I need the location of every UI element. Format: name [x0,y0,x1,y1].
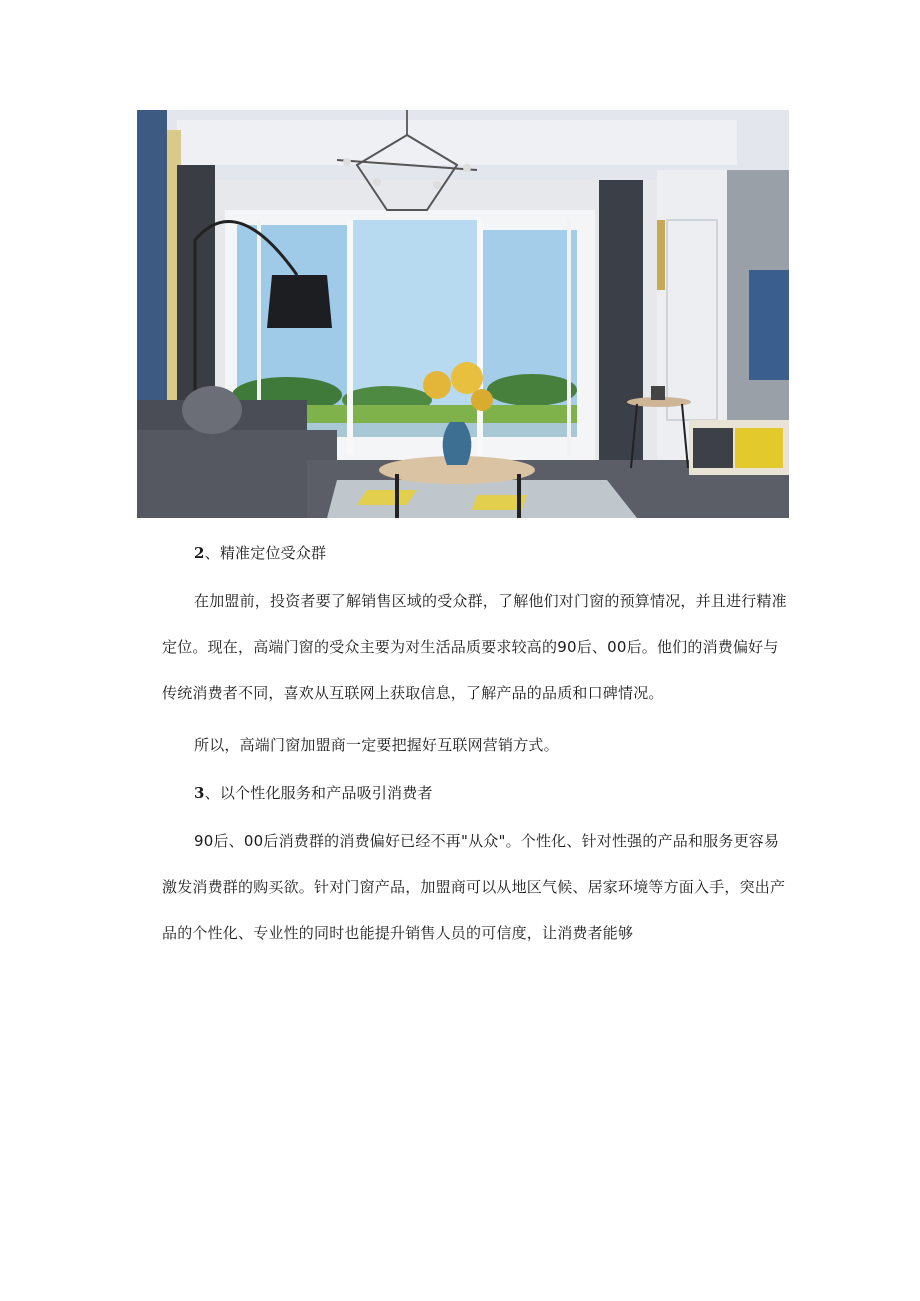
heading-text: 、以个性化服务和产品吸引消费者 [204,784,433,802]
section-heading-3 [162,770,792,816]
paragraph-audience: 在加盟前，投资者要了解销售区域的受众群，了解他们对门窗的预算情况，并且进行精准定位。现在，高端门窗的受众主要为对生活品质要求较高的90后、00后。他们的消费偏好与传统消费者不同，喜欢从互联网上获取信息，了解产品的品质和口碑情况。 [162,592,787,702]
paragraph-internet-marketing: 所以，高端门窗加盟商一定要把握好互联网营销方式。 [194,736,559,754]
heading-text: 、精准定位受众群 [204,544,327,562]
paragraph-personalization: 90后、00后消费群的消费偏好已经不再"从众"。个性化、针对性强的产品和服务更容易激发消费群的购买欲。针对门窗产品，加盟商可以从地区气候、居家环境等方面入手，突出产品的个性化、专业性的同时也能提升销售人员的可信度，让消费者能够 [162,832,786,942]
section-heading-2 [162,530,792,576]
living-room-photo [137,110,789,518]
heading-number: 2 [194,544,205,562]
living-room-sliding-door-photo-icon [137,110,789,518]
heading-number: 3 [194,784,205,802]
